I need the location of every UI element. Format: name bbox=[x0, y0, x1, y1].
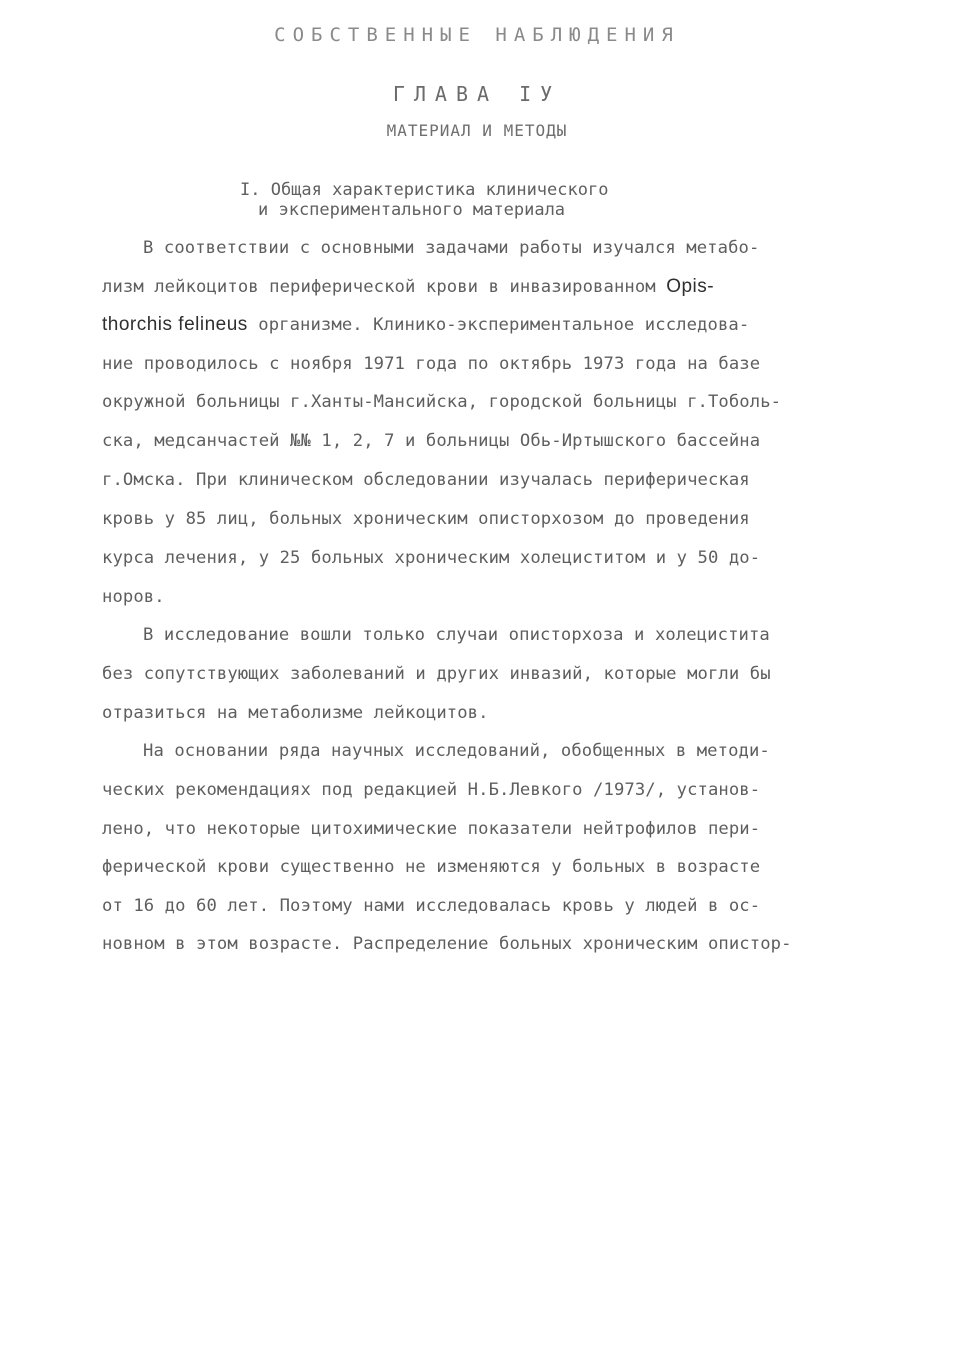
body-line: На основании ряда научных исследований, обобщенных в методи- bbox=[143, 741, 770, 761]
body-line: от 16 до 60 лет. Поэтому нами исследовалась кровь у людей в ос- bbox=[102, 896, 761, 916]
body-line: норов. bbox=[102, 587, 165, 607]
body-line: кровь у 85 лиц, больных хроническим описторхозом до проведения bbox=[102, 509, 750, 529]
chapter-heading: ГЛАВА IУ bbox=[392, 82, 562, 106]
body-line: лизм лейкоцитов периферической крови в инвазированном Opis- bbox=[102, 276, 715, 297]
handwritten-latin: thorchis felineus bbox=[102, 314, 248, 335]
body-line: лено, что некоторые цитохимические показатели нейтрофилов пери- bbox=[102, 819, 761, 839]
chapter-title: МАТЕРИАЛ И МЕТОДЫ bbox=[386, 121, 568, 140]
body-line: отразиться на метаболизме лейкоцитов. bbox=[102, 703, 489, 723]
subsection-line-2: и экспериментального материала bbox=[258, 200, 566, 220]
handwritten-latin: Opis- bbox=[666, 276, 715, 297]
body-line: г.Омска. При клиническом обследовании изучалась периферическая bbox=[102, 470, 750, 490]
body-line: ние проводилось с ноября 1971 года по октябрь 1973 года на базе bbox=[102, 354, 761, 374]
section-heading: СОБСТВЕННЫЕ НАБЛЮДЕНИЯ bbox=[274, 24, 680, 46]
body-line: окружной больницы г.Ханты-Мансийска, городской больницы г.Тоболь- bbox=[102, 392, 782, 412]
body-line: thorchis felineus организме. Клинико-экспериментальное исследова- bbox=[102, 314, 750, 335]
body-line: ферической крови существенно не изменяются у больных в возрасте bbox=[102, 857, 761, 877]
body-line: курса лечения, у 25 больных хроническим холециститом и у 50 до- bbox=[102, 548, 761, 568]
subsection-heading bbox=[240, 180, 608, 220]
body-line: ска, медсанчастей №№ 1, 2, 7 и больницы Обь-Иртышского бассейна bbox=[102, 431, 761, 451]
body-line: ческих рекомендациях под редакцией Н.Б.Левкого /1973/, установ- bbox=[102, 780, 761, 800]
body-line: без сопутствующих заболеваний и других инвазий, которые могли бы bbox=[102, 664, 771, 684]
body-line: новном в этом возрасте. Распределение больных хроническим опистор- bbox=[102, 934, 792, 954]
body-line: В исследование вошли только случаи описторхоза и холецистита bbox=[143, 625, 770, 645]
body-line: В соответствии с основными задачами работы изучался метабо- bbox=[143, 238, 760, 258]
subsection-line-1: I. Общая характеристика клинического bbox=[240, 180, 609, 200]
